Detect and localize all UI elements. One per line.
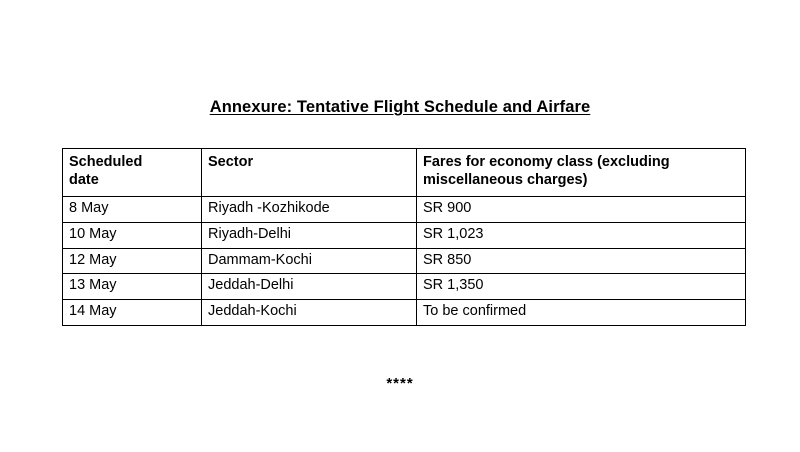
page-title-text: Annexure: Tentative Flight Schedule and Airfare <box>209 98 591 116</box>
page-title <box>0 98 800 117</box>
cell-date: 12 May <box>63 248 202 274</box>
cell-date: 8 May <box>63 197 202 223</box>
column-header-scheduled-date <box>63 149 202 197</box>
cell-date: 13 May <box>63 274 202 300</box>
cell-sector: Riyadh-Delhi <box>202 223 417 249</box>
cell-sector: Jeddah-Kochi <box>202 300 417 326</box>
cell-sector: Riyadh -Kozhikode <box>202 197 417 223</box>
column-header-fares: Fares for economy class (excluding miscellaneous charges) <box>417 149 746 197</box>
cell-fare: SR 1,350 <box>417 274 746 300</box>
table-body <box>63 197 746 325</box>
column-header-date-line1: Scheduled <box>69 154 143 170</box>
table-row <box>63 223 746 249</box>
cell-fare: SR 900 <box>417 197 746 223</box>
footer-marks: **** <box>386 375 414 392</box>
table-row <box>63 274 746 300</box>
cell-sector: Dammam-Kochi <box>202 248 417 274</box>
column-header-date-line2: date <box>69 171 99 188</box>
cell-fare: To be confirmed <box>417 300 746 326</box>
cell-date: 14 May <box>63 300 202 326</box>
flight-schedule-table-container <box>62 148 745 326</box>
cell-sector: Jeddah-Delhi <box>202 274 417 300</box>
flight-schedule-table <box>62 148 746 326</box>
cell-fare: SR 1,023 <box>417 223 746 249</box>
table-header-row-group <box>63 149 746 197</box>
table-row <box>63 300 746 326</box>
table-row <box>63 248 746 274</box>
table-header-row <box>63 149 746 197</box>
column-header-sector: Sector <box>202 149 417 197</box>
table-row <box>63 197 746 223</box>
cell-date: 10 May <box>63 223 202 249</box>
cell-fare: SR 850 <box>417 248 746 274</box>
